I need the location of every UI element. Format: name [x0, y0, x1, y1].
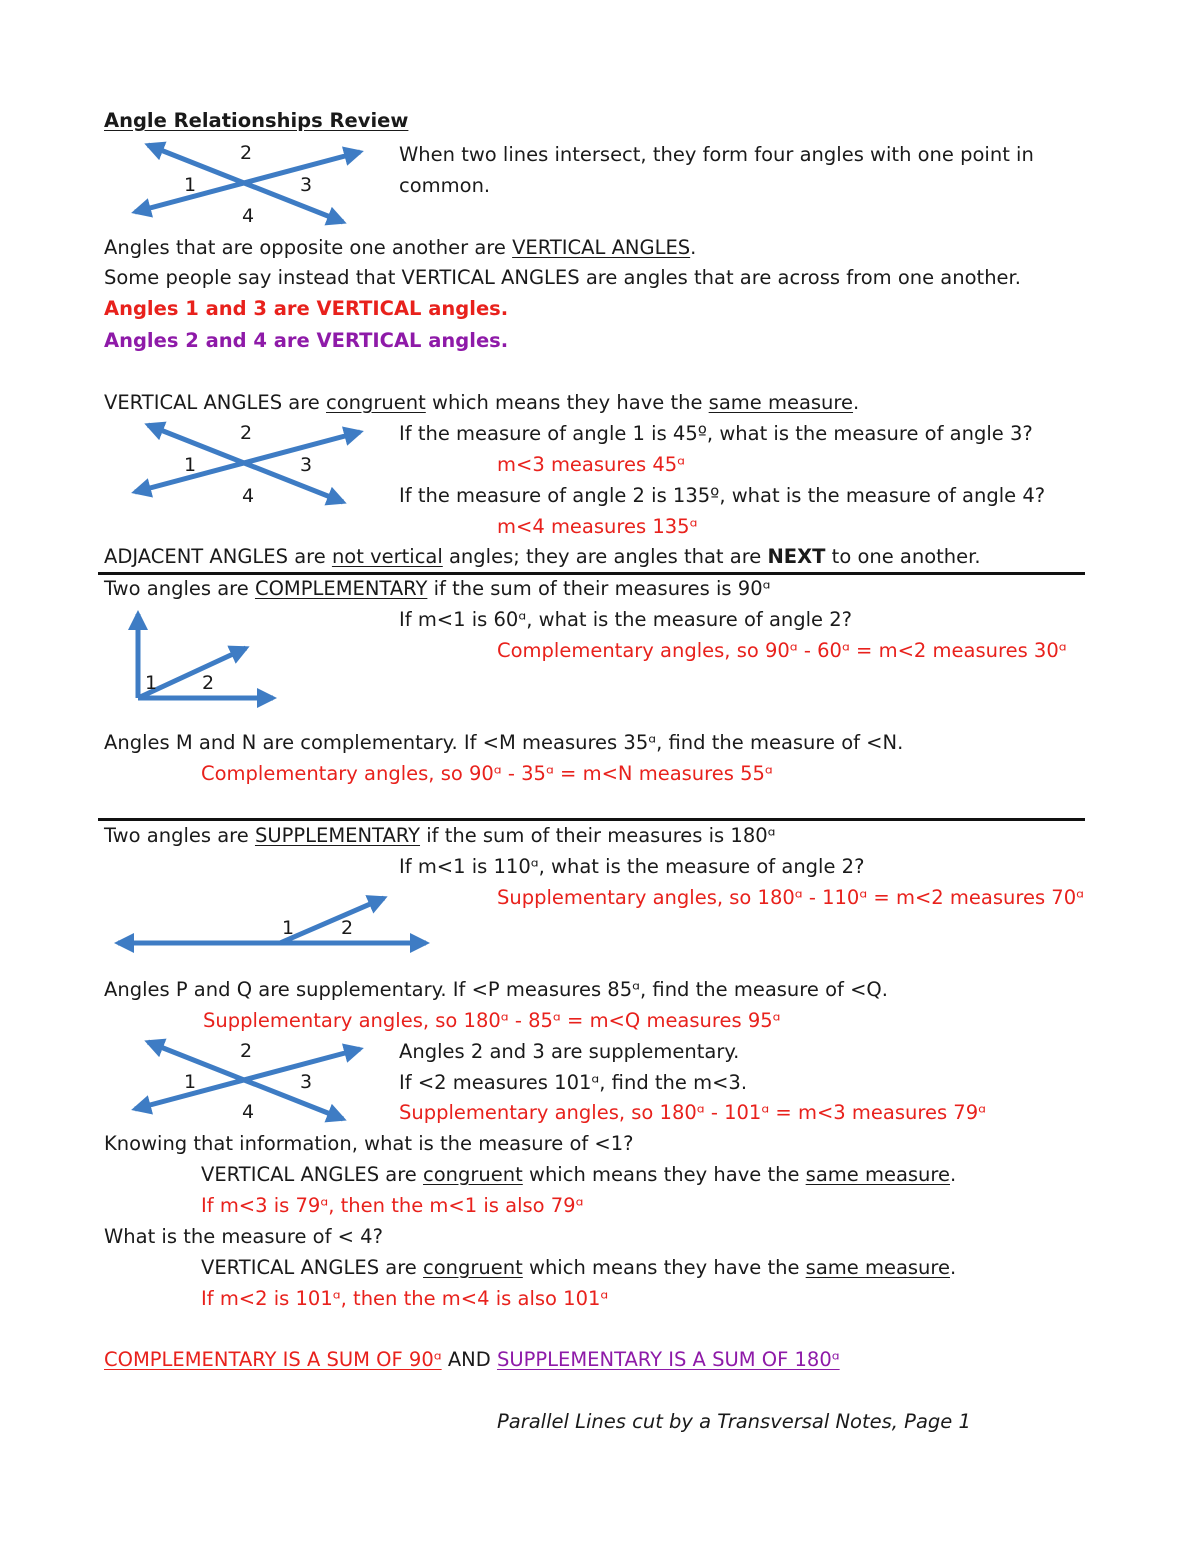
vertical-pair-2-4: Angles 2 and 4 are VERTICAL angles.	[104, 329, 509, 352]
vertical-intro: When two lines intersect, they form four angles with one point in	[399, 143, 1034, 166]
angle-label-4: 4	[242, 205, 255, 227]
supplementary-question-4: What is the measure of < 4?	[104, 1225, 383, 1248]
angle-label-1: 1	[184, 454, 197, 476]
angle-label-1: 1	[145, 672, 158, 694]
angle-label-1: 1	[282, 917, 295, 939]
supplementary-statement-2: If <2 measures 101ᵅ, find the m<3.	[399, 1071, 748, 1094]
angle-label-2: 2	[341, 917, 354, 939]
angle-label-1: 1	[184, 1071, 197, 1093]
vertical-definition: Angles that are opposite one another are VERTICAL ANGLES.	[104, 236, 697, 259]
angle-label-3: 3	[300, 454, 313, 476]
complementary-answer-2: Complementary angles, so 90ᵅ - 35ᵅ = m<N measures 55ᵅ	[201, 762, 773, 785]
supplementary-answer-1: Supplementary angles, so 180ᵅ - 110ᵅ = m<2 measures 70ᵅ	[497, 886, 1085, 909]
complementary-answer-1: Complementary angles, so 90ᵅ - 60ᵅ = m<2 measures 30ᵅ	[497, 639, 1067, 662]
vertical-congruent-reminder-2: VERTICAL ANGLES are congruent which means they have the same measure.	[201, 1256, 957, 1279]
angle-label-2: 2	[240, 1040, 253, 1062]
supplementary-answer-2: Supplementary angles, so 180ᵅ - 85ᵅ = m<Q measures 95ᵅ	[203, 1009, 781, 1032]
vertical-intro-cont: common.	[399, 174, 491, 197]
vertical-answer-1: m<3 measures 45ᵅ	[497, 453, 686, 476]
vertical-answer-2: m<4 measures 135ᵅ	[497, 515, 698, 538]
summary-line: COMPLEMENTARY IS A SUM OF 90ᵅ AND SUPPLEMENTARY IS A SUM OF 180ᵅ	[104, 1348, 840, 1371]
angled-ray	[280, 898, 384, 943]
vertical-alt-definition: Some people say instead that VERTICAL ANGLES are angles that are across from one another.	[104, 266, 1021, 289]
supplementary-answer-4: If m<2 is 101ᵅ, then the m<4 is also 101ᵅ	[201, 1287, 609, 1310]
vertical-question-2: If the measure of angle 2 is 135º, what is the measure of angle 4?	[399, 484, 1046, 507]
angle-label-4: 4	[242, 1101, 255, 1123]
angle-label-2: 2	[240, 142, 253, 164]
complementary-question-2: Angles M and N are complementary. If <M measures 35ᵅ, find the measure of <N.	[104, 731, 904, 754]
angle-label-2: 2	[202, 672, 215, 694]
section-divider	[98, 572, 1085, 575]
supplementary-answer-3: If m<3 is 79ᵅ, then the m<1 is also 79ᵅ	[201, 1194, 584, 1217]
section-divider	[98, 818, 1085, 821]
vertical-congruent: VERTICAL ANGLES are congruent which means they have the same measure.	[104, 391, 860, 414]
supplementary-definition: Two angles are SUPPLEMENTARY if the sum of their measures is 180ᵅ	[104, 824, 776, 847]
vertical-question-1: If the measure of angle 1 is 45º, what is the measure of angle 3?	[399, 422, 1033, 445]
complementary-definition: Two angles are COMPLEMENTARY if the sum of their measures is 90ᵅ	[104, 577, 771, 600]
angle-label-1: 1	[184, 174, 197, 196]
supplementary-angle-figure	[112, 888, 432, 958]
angle-label-2: 2	[240, 422, 253, 444]
supplementary-statement-3: Supplementary angles, so 180ᵅ - 101ᵅ = m<3 measures 79ᵅ	[399, 1101, 987, 1124]
page-footer: Parallel Lines cut by a Transversal Notes, Page 1	[497, 1410, 971, 1433]
angle-label-3: 3	[300, 174, 313, 196]
page-title: Angle Relationships Review	[104, 109, 409, 132]
supplementary-question-1: If m<1 is 110ᵅ, what is the measure of angle 2?	[399, 855, 865, 878]
complementary-question-1: If m<1 is 60ᵅ, what is the measure of angle 2?	[399, 608, 853, 631]
angle-label-3: 3	[300, 1071, 313, 1093]
supplementary-question-3: Knowing that information, what is the measure of <1?	[104, 1132, 634, 1155]
supplementary-question-2: Angles P and Q are supplementary. If <P measures 85ᵅ, find the measure of <Q.	[104, 978, 888, 1001]
angle-label-4: 4	[242, 485, 255, 507]
vertical-pair-1-3: Angles 1 and 3 are VERTICAL angles.	[104, 297, 509, 320]
adjacent-definition: ADJACENT ANGLES are not vertical angles; they are angles that are NEXT to one another.	[104, 545, 981, 568]
vertical-congruent-reminder-1: VERTICAL ANGLES are congruent which means they have the same measure.	[201, 1163, 957, 1186]
supplementary-statement-1: Angles 2 and 3 are supplementary.	[399, 1040, 740, 1063]
